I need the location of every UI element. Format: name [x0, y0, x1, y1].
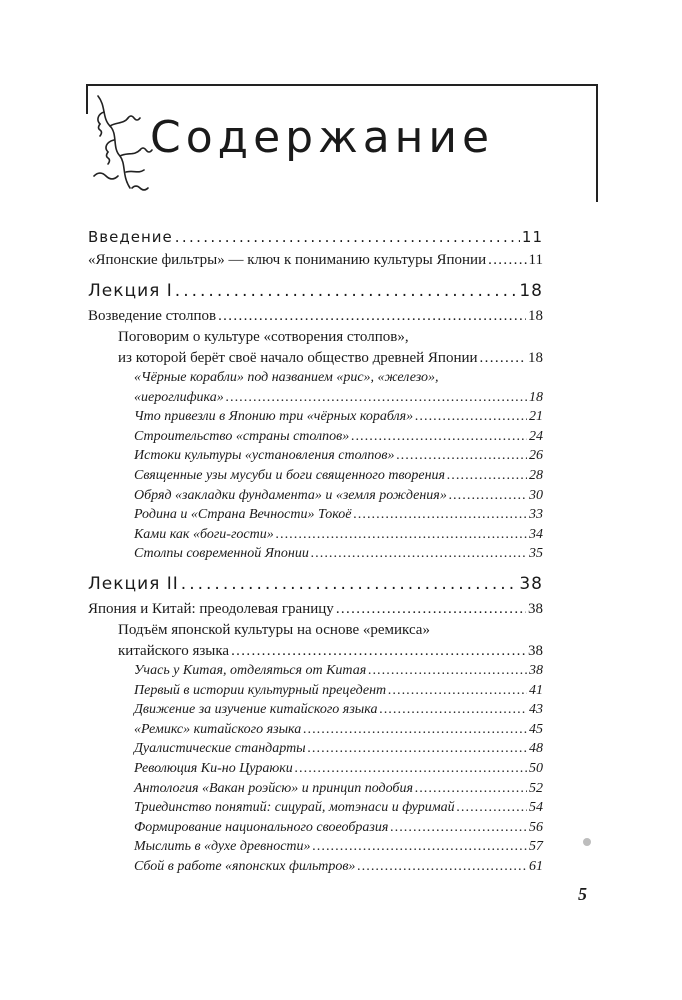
dot-leader	[181, 574, 518, 594]
table-of-contents	[88, 228, 543, 878]
toc-entry-page: 24	[529, 428, 543, 444]
toc-entry-label: Мыслить в «духе древности»	[134, 839, 311, 855]
toc-entry	[88, 781, 543, 801]
toc-entry	[88, 683, 543, 703]
toc-entry-label: Япония и Китай: преодолевая границу	[88, 600, 334, 617]
dot-leader	[313, 839, 527, 855]
dot-leader	[354, 507, 527, 523]
toc-entry	[88, 601, 543, 622]
toc-entry-label: Лекция I	[88, 281, 173, 301]
toc-entry-page: 56	[529, 819, 543, 835]
toc-entry-page: 57	[529, 839, 543, 855]
toc-entry	[88, 741, 543, 761]
toc-entry-label: Движение за изучение китайского языка	[134, 702, 378, 718]
dot-leader	[276, 527, 527, 543]
toc-entry-label: Возведение столпов	[88, 308, 217, 324]
dot-leader	[388, 683, 527, 699]
toc-entry	[88, 390, 543, 410]
toc-entry-page: 33	[529, 507, 543, 523]
toc-entry	[88, 308, 543, 329]
toc-entry-page: 54	[529, 800, 543, 816]
toc-entry	[88, 859, 543, 879]
toc-entry	[88, 252, 543, 273]
toc-entry-label: «Ремикс» китайского языка	[134, 721, 302, 737]
toc-entry-page: 26	[529, 448, 543, 464]
dot-leader	[336, 601, 526, 618]
dot-leader	[379, 702, 527, 718]
toc-entry	[88, 329, 543, 350]
dot-leader	[415, 409, 527, 425]
toc-entry	[88, 429, 543, 449]
toc-entry	[88, 663, 543, 683]
toc-entry-label: Учась у Китая, отделяться от Китая	[134, 662, 367, 678]
dot-leader	[175, 228, 520, 246]
dot-leader	[218, 308, 526, 325]
toc-entry-label: Введение	[88, 228, 173, 246]
pine-branch-ornament-icon	[92, 92, 154, 202]
toc-entry-page: 28	[529, 467, 543, 483]
toc-entry-label: Родина и «Страна Вечности» Токоё	[134, 507, 352, 523]
page-number: 5	[578, 884, 587, 904]
toc-entry-page: 50	[529, 760, 543, 776]
toc-entry-page: 38	[528, 642, 543, 659]
toc-entry	[88, 800, 543, 820]
dot-leader	[488, 252, 526, 269]
dot-leader	[396, 448, 527, 464]
toc-entry-label: Лекция II	[88, 573, 179, 594]
toc-entry	[88, 228, 543, 252]
toc-entry	[88, 839, 543, 859]
toc-entry-label: Что привезли в Японию три «чёрных корабля»	[134, 409, 414, 425]
dot-leader	[351, 429, 527, 445]
toc-entry-page: 52	[529, 780, 543, 796]
toc-entry	[88, 820, 543, 840]
dot-leader	[457, 800, 527, 816]
toc-entry	[88, 574, 543, 601]
dot-leader	[226, 390, 527, 406]
toc-entry-page: 34	[529, 526, 543, 542]
toc-entry-page: 45	[529, 721, 543, 737]
toc-entry	[88, 702, 543, 722]
toc-entry	[88, 507, 543, 527]
toc-entry-label: Первый в истории культурный прецедент	[134, 682, 387, 698]
toc-entry	[88, 622, 543, 643]
toc-entry	[88, 527, 543, 547]
toc-entry-page: 21	[529, 409, 543, 425]
toc-entry-label: китайского языка	[118, 642, 230, 659]
dot-leader	[295, 761, 527, 777]
toc-entry	[88, 761, 543, 781]
section-gap	[88, 566, 543, 574]
toc-entry	[88, 370, 543, 390]
toc-entry	[88, 643, 543, 663]
toc-entry-page: 35	[529, 546, 543, 562]
toc-entry-label: «Чёрные корабли» под названием «рис», «железо»,	[134, 370, 439, 385]
dot-leader	[231, 643, 526, 660]
toc-entry-label: Дуалистические стандарты	[134, 741, 306, 757]
gray-dot-marker	[583, 838, 591, 846]
dot-leader	[357, 859, 527, 875]
toc-entry-label: из которой берёт своё начало общество древней Японии	[118, 350, 478, 366]
dot-leader	[308, 741, 527, 757]
toc-entry	[88, 281, 543, 308]
section-gap	[88, 273, 543, 281]
dot-leader	[415, 781, 527, 797]
toc-entry-label: Революция Ки-но Цураюки	[134, 760, 293, 776]
toc-entry-label: Формирование национального своеобразия	[134, 819, 389, 835]
dot-leader	[311, 546, 527, 562]
toc-entry-page: 38	[528, 600, 543, 617]
toc-entry-label: Строительство «страны столпов»	[134, 428, 350, 444]
toc-entry	[88, 350, 543, 370]
toc-entry-page: 43	[529, 702, 543, 718]
toc-entry-page: 38	[519, 573, 543, 594]
toc-entry-page: 18	[528, 350, 543, 366]
toc-entry-label: Поговорим о культуре «сотворения столпов»,	[118, 329, 409, 345]
toc-entry-label: Обряд «закладки фундамента» и «земля рождения»	[134, 487, 447, 503]
toc-entry-page: 61	[529, 858, 543, 874]
toc-entry-page: 11	[521, 228, 543, 246]
toc-entry-label: Столпы современной Японии	[134, 546, 309, 562]
toc-entry-label: Сбой в работе «японских фильтров»	[134, 858, 356, 874]
toc-entry-page: 11	[528, 252, 543, 268]
toc-entry-page: 18	[529, 389, 543, 405]
toc-entry-page: 41	[529, 682, 543, 698]
page-title: Содержание	[150, 112, 495, 163]
toc-entry-label: «Японские фильтры» — ключ к пониманию культуры Японии	[88, 252, 487, 268]
dot-leader	[303, 722, 527, 738]
toc-entry-label: Священные узы мусуби и боги священного творения	[134, 467, 446, 483]
toc-entry	[88, 546, 543, 566]
toc-entry-page: 18	[519, 281, 543, 301]
dot-leader	[480, 350, 526, 367]
toc-entry-label: Ками как «боги-гости»	[134, 526, 274, 542]
toc-entry-label: «иероглифика»	[134, 389, 224, 405]
toc-entry-label: Триединство понятий: сицурай, мотэнаси и фуримай	[134, 800, 455, 816]
toc-entry-page: 48	[529, 741, 543, 757]
toc-entry-page: 18	[528, 308, 543, 324]
dot-leader	[368, 663, 527, 679]
toc-entry	[88, 488, 543, 508]
dot-leader	[390, 820, 527, 836]
toc-entry-page: 30	[529, 487, 543, 503]
toc-entry	[88, 448, 543, 468]
toc-entry-label: Подъём японской культуры на основе «ремикса»	[118, 621, 430, 638]
toc-entry-label: Антология «Вакан роэйсю» и принцип подобия	[134, 780, 413, 796]
dot-leader	[449, 488, 527, 504]
toc-entry	[88, 468, 543, 488]
toc-entry-page: 38	[529, 662, 543, 678]
dot-leader	[175, 281, 518, 301]
dot-leader	[447, 468, 527, 484]
toc-entry	[88, 722, 543, 742]
toc-entry-label: Истоки культуры «установления столпов»	[134, 448, 395, 464]
toc-entry	[88, 409, 543, 429]
